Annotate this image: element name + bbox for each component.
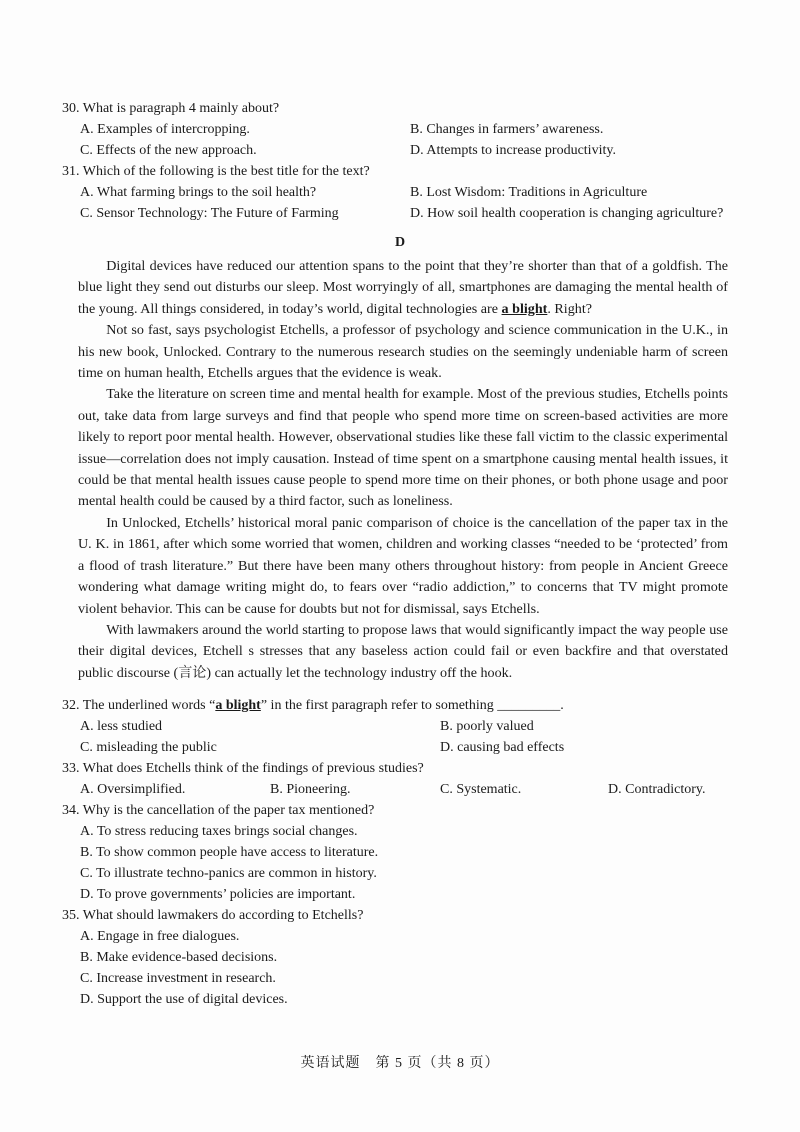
q33-option-a: A. Oversimplified. (80, 782, 186, 797)
q32-option-c: C. misleading the public (80, 740, 217, 755)
q33-option-d: D. Contradictory. (608, 782, 706, 797)
q33-option-c: C. Systematic. (440, 782, 522, 797)
q34-stem: 34. Why is the cancellation of the paper tax mentioned? (62, 803, 375, 818)
q35-option-b: B. Make evidence-based decisions. (80, 950, 278, 965)
q30-option-d: D. Attempts to increase productivity. (410, 143, 616, 158)
q30-option-c: C. Effects of the new approach. (80, 143, 257, 158)
p1-text: Digital devices have reduced our attention spans to the point that they’re shorter than that of a goldfish. The blue light they send out disturbs our sleep. Most worryingly of all, smartphones are damaging the mental health of the young. All things considered, in today’s world, digital technologies are (78, 258, 728, 317)
q34-option-b: B. To show common people have access to literature. (80, 845, 379, 860)
q35-option-d: D. Support the use of digital devices. (80, 992, 288, 1007)
reading-passage (78, 256, 728, 684)
q32-stem-b: ” in the first paragraph refer to something _________. (260, 698, 564, 713)
q34-option-c: C. To illustrate techno-panics are common in history. (80, 866, 377, 881)
q32-option-a: A. less studied (80, 719, 163, 734)
q31-option-b: B. Lost Wisdom: Traditions in Agriculture (410, 185, 648, 200)
q32-stem-a: 32. The underlined words “ (62, 698, 216, 713)
q31-option-d: D. How soil health cooperation is changing agriculture? (410, 206, 724, 221)
q35-stem: 35. What should lawmakers do according to Etchells? (62, 908, 364, 923)
q31-option-a: A. What farming brings to the soil health? (80, 185, 317, 200)
paragraph-3: Take the literature on screen time and mental health for example. Most of the previous studies, Etchells points out, take data from large surveys and find that people who spend more time on screen-based activities are more likely to report poor mental health. However, observational studies like these fall victim to the classic experimental issue—correlation does not imply causation. Instead of time spent on a smartphone causing mental health issues, it could be that mental health issues cause people to spend more time on their phones, or both phone usage and poor mental health could be caused by a third factor, such as loneliness. (78, 386, 728, 510)
q30-option-b: B. Changes in farmers’ awareness. (410, 122, 604, 137)
paragraph-2: Not so fast, says psychologist Etchells, a professor of psychology and science communication in the U.K., in his new book, Unlocked. Contrary to the numerous research studies on the seemingly undeniable harm of screen time on human health, Etchells argues that the evidence is weak. (78, 322, 728, 382)
q32-option-b: B. poorly valued (440, 719, 534, 734)
q30-option-a: A. Examples of intercropping. (80, 122, 250, 137)
paragraph-1 (78, 256, 728, 320)
q34-option-d: D. To prove governments’ policies are important. (80, 887, 356, 902)
q35-option-a: A. Engage in free dialogues. (80, 929, 240, 944)
q34-option-a: A. To stress reducing taxes brings social changes. (80, 824, 358, 839)
paragraph-5: With lawmakers around the world starting to propose laws that would significantly impact the way people use their digital devices, Etchell s stresses that any baseless action could fail or even backfire and that overstated public discourse (言论) can actually let the technology industry off the hook. (78, 621, 728, 681)
paragraph-4: In Unlocked, Etchells’ historical moral panic comparison of choice is the cancellation of the paper tax in the U. K. in 1861, after which some worried that women, children and working classes “needed to be ‘protected’ from a flood of trash literature.” But there have been many others throughout history: from people in Ancient Greece wondering what damage writing might do, to fears over “radio addiction,” to concerns that TV might promote violent behavior. This can be cause for doubts but not for dismissal, says Etchells. (78, 514, 728, 617)
q35-option-c: C. Increase investment in research. (80, 971, 276, 986)
q32-option-d: D. causing bad effects (440, 740, 565, 755)
page-footer: 英语试题 第 5 页（共 8 页） (300, 1056, 500, 1071)
p1-text-end: . Right? (547, 300, 592, 317)
q33-option-b: B. Pioneering. (270, 782, 351, 797)
q31-stem: 31. Which of the following is the best title for the text? (62, 164, 370, 179)
q32-stem (62, 695, 564, 716)
q30-stem: 30. What is paragraph 4 mainly about? (62, 101, 280, 116)
q32-underlined: a blight (215, 698, 261, 713)
q33-stem: 33. What does Etchells think of the findings of previous studies? (62, 761, 424, 776)
underlined-phrase: a blight (501, 300, 548, 317)
q31-option-c: C. Sensor Technology: The Future of Farming (80, 206, 339, 221)
section-heading: D (394, 235, 406, 250)
